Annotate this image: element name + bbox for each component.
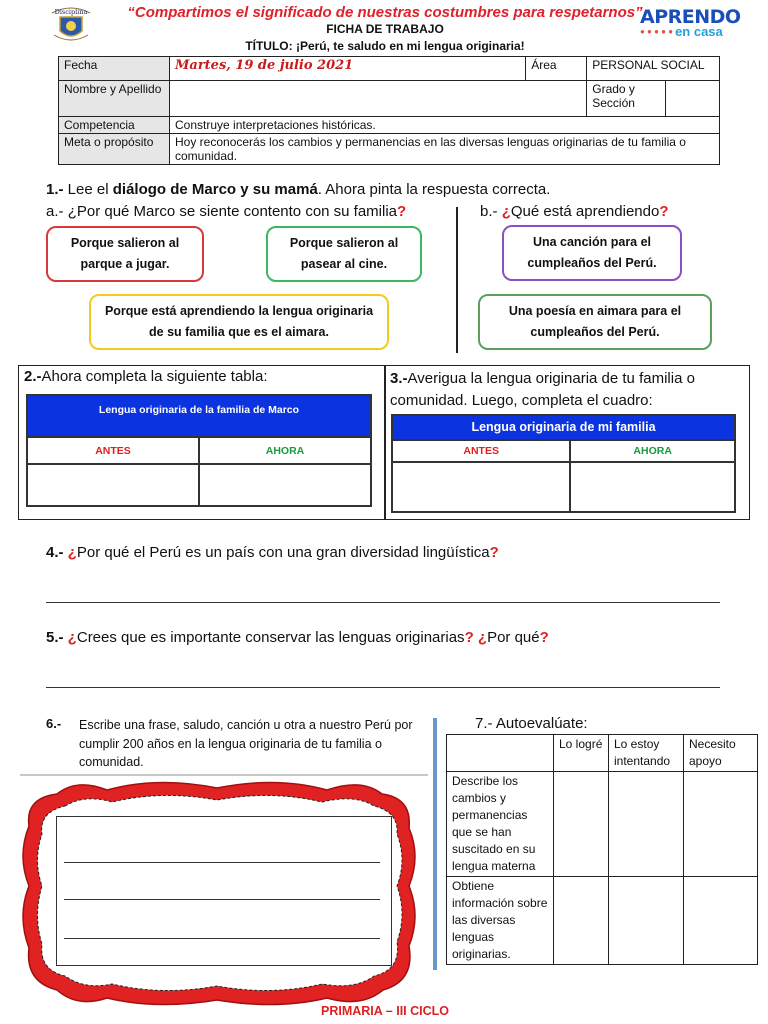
option-a3[interactable]: Porque está aprendiendo la lengua originaria de su familia que es el aimara. <box>89 294 389 350</box>
q6-line-2[interactable] <box>64 899 380 900</box>
footer-level: PRIMARIA – III CICLO <box>320 1004 449 1018</box>
q6-line-1[interactable] <box>64 862 380 863</box>
q3-antes-cell[interactable] <box>392 462 570 512</box>
q1b-question: b.- ¿Qué está aprendiendo? <box>480 203 669 220</box>
col-lo-estoy-intentando: Lo estoy intentando <box>609 735 684 772</box>
q5-question: 5.- ¿Crees que es importante conservar las lenguas originarias? ¿Por qué? <box>46 629 549 646</box>
q6-q7-divider <box>433 718 437 970</box>
q4-answer-line[interactable] <box>46 602 720 603</box>
q2-ahora-cell[interactable] <box>199 464 371 506</box>
criterio-2-intentando-cell[interactable] <box>609 877 684 965</box>
q2-ahora-header: AHORA <box>199 437 371 464</box>
option-b1[interactable]: Una canción para el cumpleaños del Perú. <box>502 225 682 281</box>
q4-question: 4.- ¿Por qué el Perú es un país con una gran diversidad lingüística? <box>46 544 499 561</box>
q1a-question: a.- ¿Por qué Marco se siente contento con su familia? <box>46 203 407 220</box>
school-logo <box>42 5 100 47</box>
lesson-title: TÍTULO: ¡Perú, te saludo en mi lengua originaria! <box>245 39 525 53</box>
q2-table <box>26 436 372 507</box>
q2-antes-cell[interactable] <box>27 464 199 506</box>
q3-table <box>391 439 736 513</box>
col-necesito-apoyo: Necesito apoyo <box>684 735 758 772</box>
criterio-2-apoyo-cell[interactable] <box>684 877 758 965</box>
criterio-1: Describe los cambios y permanencias que se han suscitado en su lengua materna <box>447 772 554 877</box>
q6-number: 6.- <box>46 716 62 731</box>
competencia-value: Construye interpretaciones históricas. <box>170 117 720 134</box>
area-value: PERSONAL SOCIAL <box>587 57 720 81</box>
criterio-2: Obtiene información sobre las diversas lenguas originarias. <box>447 877 554 965</box>
q3-table-header: Lengua originaria de mi familia <box>391 414 736 441</box>
nombre-field[interactable] <box>170 81 587 117</box>
info-table <box>58 56 720 165</box>
aprendo-en-casa-logo: APRENDO ● ● ● ● ● en casa <box>640 6 741 39</box>
autoevaluacion-table <box>446 734 758 965</box>
fecha-label: Fecha <box>59 57 170 81</box>
grado-label: Grado y Sección <box>587 81 666 117</box>
q1-instruction: 1.- Lee el diálogo de Marco y su mamá. Ahora pinta la respuesta correcta. <box>46 181 551 198</box>
section-divider <box>384 365 386 520</box>
q3-ahora-cell[interactable] <box>570 462 735 512</box>
q6-instruction: Escribe una frase, saludo, canción u otra a nuestro Perú por cumplir 200 años en la lengua originaria de tu familia o comunidad. <box>79 718 413 769</box>
col-lo-logre: Lo logré <box>554 735 609 772</box>
q1-divider <box>456 207 458 353</box>
criterio-1-logre-cell[interactable] <box>554 772 609 877</box>
q5-answer-line[interactable] <box>46 687 720 688</box>
grado-field[interactable] <box>666 81 720 117</box>
meta-label: Meta o propósito <box>59 134 170 165</box>
criterio-1-intentando-cell[interactable] <box>609 772 684 877</box>
option-a1[interactable]: Porque salieron al parque a jugar. <box>46 226 204 282</box>
page-title: “Compartimos el significado de nuestras costumbres para respetarnos” <box>127 4 643 21</box>
option-b2[interactable]: Una poesía en aimara para el cumpleaños del Perú. <box>478 294 712 350</box>
q3-instruction: 3.-Averigua la lengua originaria de tu familia o comunidad. Luego, completa el cuadro: <box>390 370 695 409</box>
criterio-2-logre-cell[interactable] <box>554 877 609 965</box>
q6-line-3[interactable] <box>64 938 380 939</box>
nombre-label: Nombre y Apellido <box>59 81 170 117</box>
fecha-value: Martes, 19 de julio 2021 <box>175 58 354 73</box>
q6-writing-box[interactable] <box>56 816 392 966</box>
q2-antes-header: ANTES <box>27 437 199 464</box>
q7-title: 7.- Autoevalúate: <box>475 715 588 732</box>
criterio-1-apoyo-cell[interactable] <box>684 772 758 877</box>
q3-ahora-header: AHORA <box>570 440 735 462</box>
option-a2[interactable]: Porque salieron al pasear al cine. <box>266 226 422 282</box>
q3-antes-header: ANTES <box>392 440 570 462</box>
meta-value: Hoy reconocerás los cambios y permanencias en las diversas lenguas originarias de tu familia o comunidad. <box>170 134 720 165</box>
page-subtitle: FICHA DE TRABAJO <box>326 22 444 36</box>
q2-table-header: Lengua originaria de la familia de Marco <box>26 394 372 438</box>
svg-text:Disciplina: Disciplina <box>54 8 88 16</box>
q2-instruction: 2.-Ahora completa la siguiente tabla: <box>24 368 268 385</box>
competencia-label: Competencia <box>59 117 170 134</box>
area-label: Área <box>526 57 587 81</box>
